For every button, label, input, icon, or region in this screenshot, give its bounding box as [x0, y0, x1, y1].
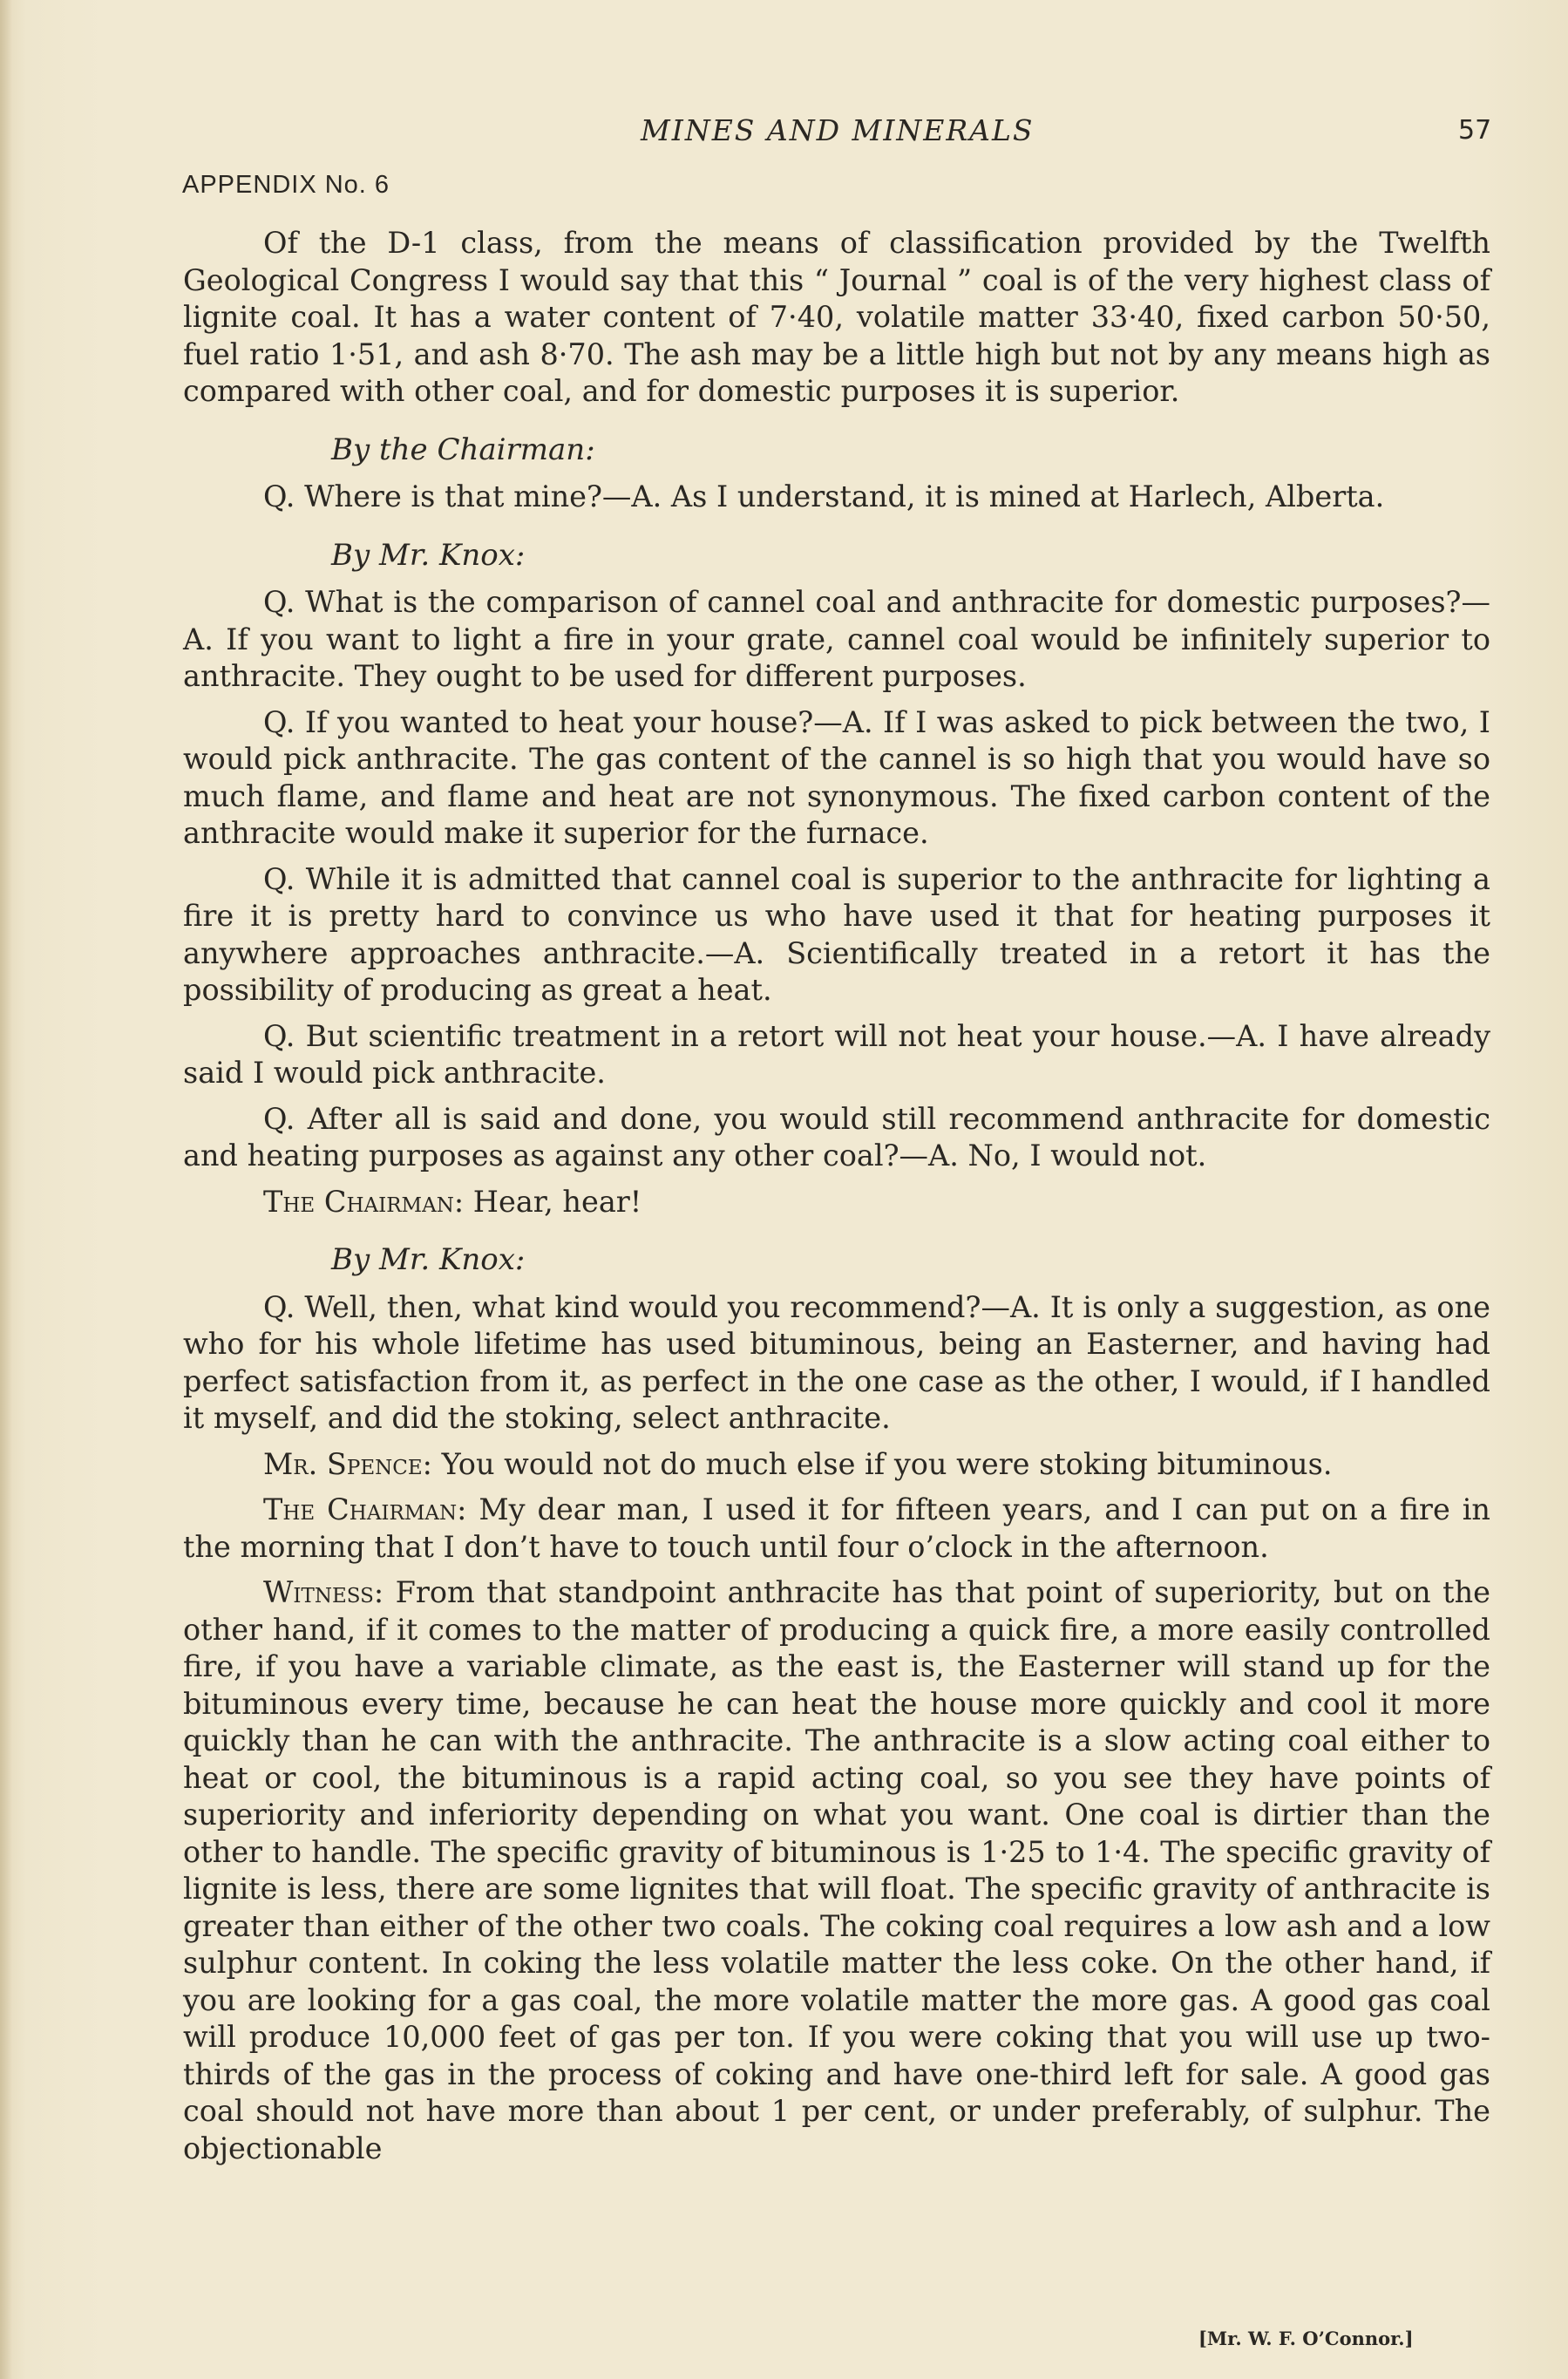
paragraph-classification: Of the D-1 class, from the means of classification provided by the Twelfth Geological Congress I would say that this “ Journal ” coal is of the very highest class of lignite coal. It has a water content of 7·40, volatile matter 33·40, fixed carbon 50·50, fuel ratio 1·51, and ash 8·70. The ash may be a little high but not by any means high as compared with other coal, and for domestic purposes it is superior.	[183, 226, 1490, 408]
section-head-knox-2: By Mr. Knox:	[331, 1242, 526, 1277]
body-text	[183, 225, 1490, 2176]
section-head-chairman: By the Chairman:	[331, 432, 595, 467]
speaker-name: Mr. Spence:	[263, 1446, 432, 1481]
footer-credit: [Mr. W. F. O’Connor.]	[1198, 2328, 1414, 2349]
paragraph-heat-house: Q. If you wanted to heat your house?—A. If I was asked to pick between the two, I would pick anthracite. The gas content of the cannel is so high that you would have so much flame, and flame and heat are not synonymous. The fixed carbon content of the anthracite would make it superior for the furnace.	[183, 704, 1490, 850]
paragraph-chairman-hear	[183, 1184, 1490, 1221]
paragraph-recommend-anthracite: Q. After all is said and done, you would still recommend anthracite for domestic and heating purposes as against any other coal?—A. No, I would not.	[183, 1101, 1490, 1173]
section-head-knox: By Mr. Knox:	[331, 537, 526, 573]
paragraph-retort: Q. But scientific treatment in a retort will not heat your house.—A. I have already said I would pick anthracite.	[183, 1018, 1490, 1090]
paragraph-what-kind: Q. Well, then, what kind would you recommend?—A. It is only a suggestion, as one who for his whole lifetime has used bituminous, being an Easterner, and having had perfect satisfaction from it, as perfect in the one case as the other, I would, if I handled it myself, and did the stoking, select anthracite.	[183, 1289, 1490, 1435]
speaker-text: You would not do much else if you were stoking bituminous.	[431, 1446, 1333, 1481]
paragraph-lighting-fire: Q. While it is admitted that cannel coal is superior to the anthracite for lighting a fire it is pretty hard to convince us who have used it that for heating purposes it anywhere approaches anthracite.—A. Scientifically treated in a retort it has the possibility of producing as great a heat.	[183, 861, 1490, 1007]
running-title: MINES AND MINERALS	[641, 113, 1035, 147]
speaker-text: My dear man, I used it for fifteen years, and I can put on a fire in the morning that I don’t have to touch until four o’clock in the afternoon.	[183, 1492, 1490, 1564]
speaker-text: Hear, hear!	[464, 1184, 642, 1219]
speaker-name: The Chairman:	[263, 1492, 467, 1526]
paragraph-mine-location: Q. Where is that mine?—A. As I understand, it is mined at Harlech, Alberta.	[263, 479, 1385, 513]
page-number: 57	[1458, 115, 1492, 146]
speaker-name: The Chairman:	[263, 1184, 465, 1219]
paragraph-chairman-fire	[183, 1492, 1490, 1566]
paragraph-spence	[183, 1446, 1490, 1484]
speaker-text: From that standpoint anthracite has that point of superiority, but on the other hand, if it comes to the matter of producing a quick fire, a more easily controlled fire, if you have a variable climate, as the east is, the Easterner will stand up for the bituminous every time, because he can heat the house more quickly and cool it more quickly than he can with the anthracite. The anthracite is a slow acting coal either to heat or cool, the bituminous is a rapid acting coal, so you see they have points of superiority and inferiority depending on what you want. One coal is dirtier than the other to handle. The specific gravity of bituminous is 1·25 to 1·4. The specific gravity of lignite is less, there are some lignites that will float. The specific gravity of anthracite is greater than either of the other two coals. The coking coal requires a low ash and a low sulphur content. In coking the less volatile matter the less coke. On the other hand, if you are looking for a gas coal, the more volatile matter the more gas. A good gas coal will produce 10,000 feet of gas per ton. If you were coking that you will use up two-thirds of the gas in the process of coking and have one-third left for sale. A good gas coal should not have more than about 1 per cent, or under preferably, of sulphur. The objectionable	[183, 1575, 1490, 2165]
paragraph-cannel-vs-anthracite: Q. What is the comparison of cannel coal and anthracite for domestic purposes?—A. If you want to light a fire in your grate, cannel coal would be infinitely superior to anthracite. They ought to be used for different purposes.	[183, 585, 1490, 693]
speaker-name: Witness:	[263, 1575, 384, 1609]
running-head	[0, 113, 1568, 157]
binding-shadow	[0, 0, 12, 2379]
paragraph-witness	[183, 1574, 1490, 2167]
appendix-label: APPENDIX No. 6	[182, 171, 390, 199]
